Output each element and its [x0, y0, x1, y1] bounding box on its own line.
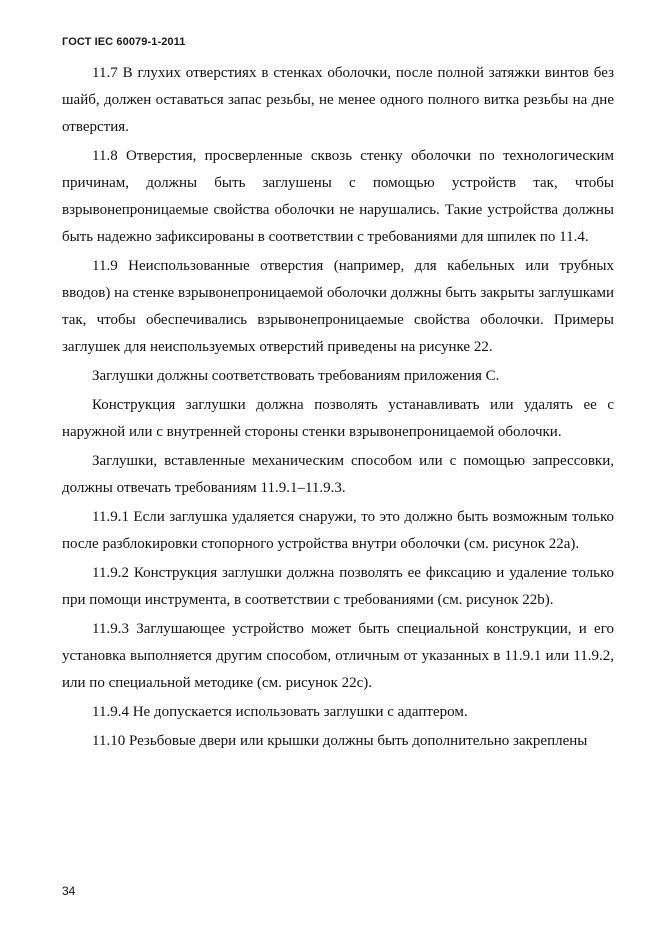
page-number: 34 [62, 884, 76, 898]
paragraph-11-9-3: 11.9.3 Заглушающее устройство может быть специальной конструкции, и его установка выполняется другим способом, отличным от указанных в 11.9.1 или 11.9.2, или по специальной методике (см. рисунок 22с). [62, 621, 614, 691]
paragraph-11-7: 11.7 В глухих отверстиях в стенках оболочки, после полной затяжки винтов без шайб, должен оставаться запас резьбы, не менее одного полного витка резьбы на дне отверстия. [62, 65, 614, 135]
paragraph-plugs-annex: Заглушки должны соответствовать требованиям приложения С. [92, 368, 500, 384]
body-text [62, 60, 614, 757]
paragraph-plug-design: Конструкция заглушки должна позволять устанавливать или удалять ее с наружной или с внутренней стороны стенки взрывонепроницаемой оболочки. [62, 397, 614, 440]
paragraph-11-9-1: 11.9.1 Если заглушка удаляется снаружи, то это должно быть возможным только после разблокировки стопорного устройства внутри оболочки (см. рисунок 22а). [62, 509, 614, 552]
paragraph-11-9: 11.9 Неиспользованные отверстия (например, для кабельных или трубных вводов) на стенке взрывонепроницаемой оболочки должны быть закрыты заглушками так, чтобы обеспечивались взрывонепроницаемые свойства оболочки. Примеры заглушек для неиспользуемых отверстий приведены на рисунке 22. [62, 258, 614, 355]
standard-header: ГОСТ IEC 60079-1-2011 [62, 36, 186, 48]
paragraph-plug-requirements: Заглушки, вставленные механическим способом или с помощью запрессовки, должны отвечать требованиям 11.9.1–11.9.3. [62, 453, 614, 496]
paragraph-11-9-4: 11.9.4 Не допускается использовать заглушки с адаптером. [92, 704, 468, 720]
paragraph-11-9-2: 11.9.2 Конструкция заглушки должна позволять ее фиксацию и удаление только при помощи инструмента, в соответствии с требованиями (см. рисунок 22b). [62, 565, 614, 608]
paragraph-11-8: 11.8 Отверстия, просверленные сквозь стенку оболочки по технологическим причинам, должны быть заглушены с помощью устройств так, чтобы взрывонепроницаемые свойства оболочки не нарушались. Такие устройства должны быть надежно зафиксированы в соответствии с требованиями для шпилек по 11.4. [62, 148, 614, 245]
paragraph-11-10: 11.10 Резьбовые двери или крышки должны быть дополнительно закреплены [92, 733, 588, 749]
